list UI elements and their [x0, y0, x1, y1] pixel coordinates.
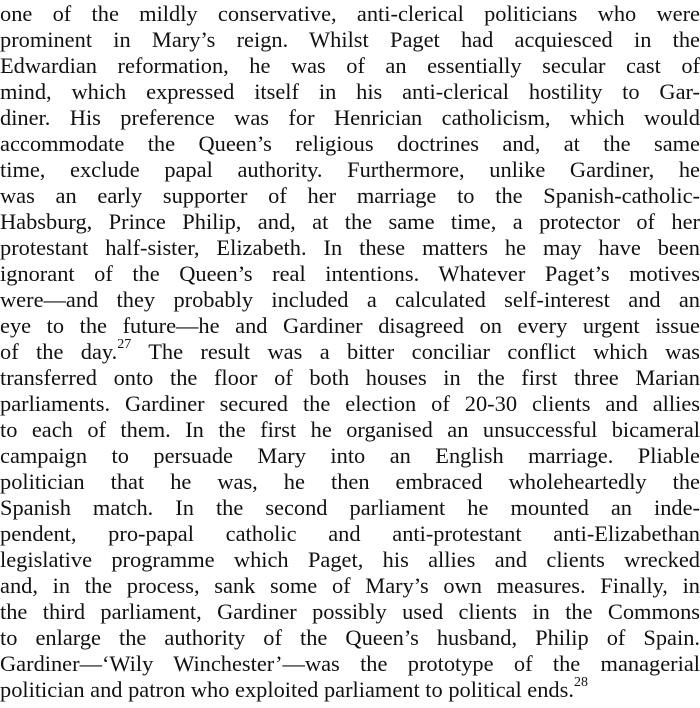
- text-line: Edwardian reformation, he was of an essentially secular cast of: [0, 53, 700, 78]
- text-line: to enlarge the authority of the Queen’s husband, Philip of Spain.: [0, 625, 700, 650]
- text-segment: The result was a bitter conciliar conflict which was: [131, 339, 700, 364]
- text-line: ignorant of the Queen’s real intentions. Whatever Paget’s motives: [0, 261, 700, 286]
- text-line: pendent, pro-papal catholic and anti-protestant anti-Elizabethan: [0, 521, 700, 546]
- text-line: parliaments. Gardiner secured the election of 20-30 clients and allies: [0, 391, 700, 416]
- text-line: Gardiner—‘Wily Winchester’—was the prototype of the managerial: [0, 651, 700, 676]
- text-line: the third parliament, Gardiner possibly used clients in the Commons: [0, 599, 700, 624]
- text-line: prominent in Mary’s reign. Whilst Paget had acquiesced in the: [0, 27, 700, 52]
- text-line: Spanish match. In the second parliament he mounted an inde-: [0, 495, 700, 520]
- text-line: legislative programme which Paget, his allies and clients wrecked: [0, 547, 700, 572]
- text-line: Habsburg, Prince Philip, and, at the same time, a protector of her: [0, 209, 700, 234]
- text-line-with-footnote: [0, 676, 700, 704]
- footnote-marker[interactable]: 27: [117, 338, 132, 352]
- text-line: time, exclude papal authority. Furthermore, unlike Gardiner, he: [0, 157, 700, 182]
- text-line-with-footnote: [0, 338, 700, 366]
- text-line: and, in the process, sank some of Mary’s own measures. Finally, in: [0, 573, 700, 598]
- text-line: transferred onto the floor of both houses in the first three Marian: [0, 365, 700, 390]
- text-line: one of the mildly conservative, anti-clerical politicians who were: [0, 1, 700, 26]
- text-line: to each of them. In the first he organised an unsuccessful bicameral: [0, 417, 700, 442]
- text-line: campaign to persuade Mary into an English marriage. Pliable: [0, 443, 700, 468]
- text-line: diner. His preference was for Henrician catholicism, which would: [0, 105, 700, 130]
- footnote-marker[interactable]: 28: [573, 676, 588, 690]
- text-line: politician that he was, he then embraced wholeheartedly the: [0, 469, 700, 494]
- text-segment: politician and patron who exploited parliament to political ends.: [0, 677, 574, 702]
- text-line: was an early supporter of her marriage to the Spanish-catholic-: [0, 183, 700, 208]
- text-line: accommodate the Queen’s religious doctrines and, at the same: [0, 131, 700, 156]
- text-line: were—and they probably included a calculated self-interest and an: [0, 287, 700, 312]
- text-segment: of the day.: [0, 339, 118, 364]
- text-line: eye to the future—he and Gardiner disagreed on every urgent issue: [0, 313, 700, 338]
- text-line: protestant half-sister, Elizabeth. In these matters he may have been: [0, 235, 700, 260]
- text-line: mind, which expressed itself in his anti-clerical hostility to Gar-: [0, 79, 700, 104]
